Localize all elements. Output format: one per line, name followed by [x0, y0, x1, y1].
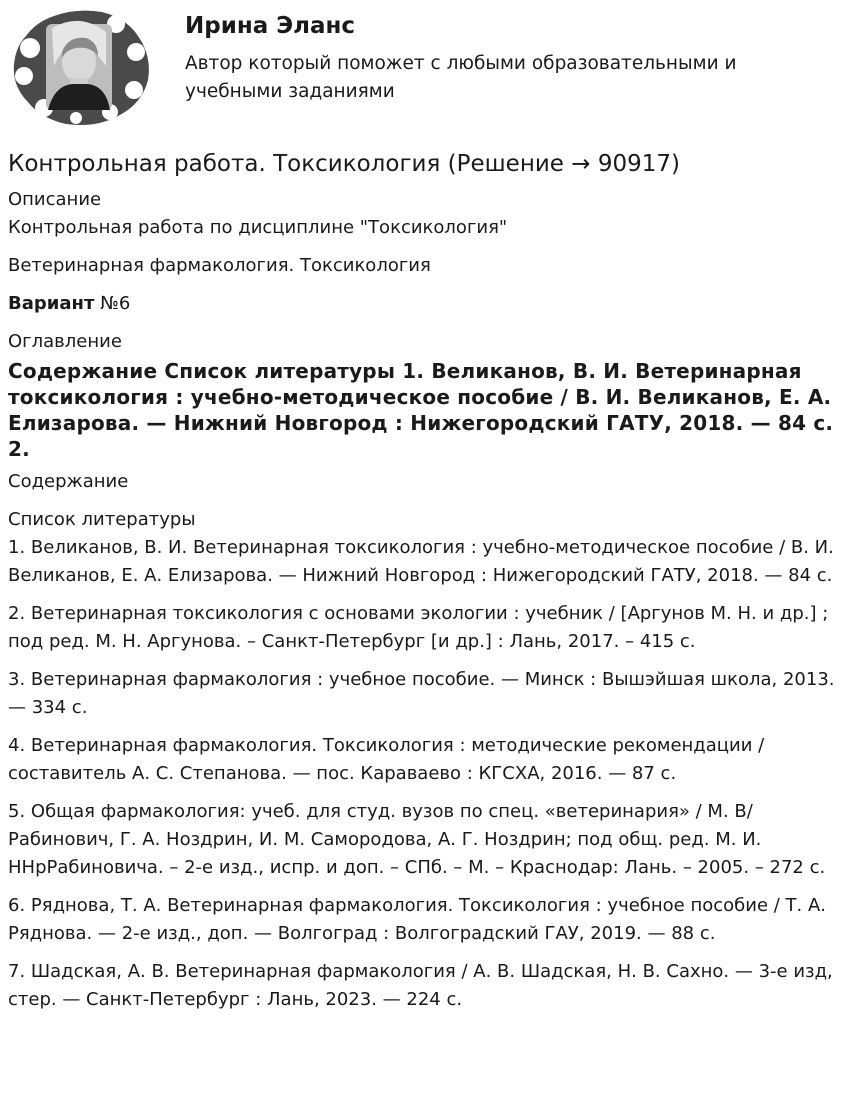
document-title: Контрольная работа. Токсикология (Решение → 90917) [8, 151, 680, 177]
document-content [8, 146, 840, 1014]
variant-line [8, 290, 840, 318]
bibliography-item: 2. Ветеринарная токсикология с основами экологии : учебник / [Аргунов М. Н. и др.] ; под ред. М. Н. Аргунова. – Санкт-Петербург [и др.] : Лань, 2017. – 415 с. [8, 603, 829, 652]
description-label: Описание [8, 189, 102, 210]
bibliography-label: Список литературы [8, 509, 196, 530]
description-line: Контрольная работа по дисциплине "Токсикология" [8, 217, 508, 238]
author-description: Автор который поможет с любыми образовательными и учебными заданиями [185, 53, 737, 102]
bibliography-item: 1. Великанов, В. И. Ветеринарная токсикология : учебно-методическое пособие / В. И. Великанов, Е. А. Елизарова. — Нижний Новгород : Нижегородский ГАТУ, 2018. — 84 с. [8, 537, 834, 586]
bibliography-item: 5. Общая фармакология: учеб. для студ. вузов по спец. «ветеринария» / М. В/ Рабинович, Г. А. Ноздрин, И. М. Самородова, А. Г. Ноздрин; под общ. ред. М. И. ННрРабиновича. – 2-е изд., испр. и доп. – СПб. – М. – Краснодар: Лань. – 2005. – 272 с. [8, 801, 826, 878]
bibliography-item: 3. Ветеринарная фармакология : учебное пособие. — Минск : Вышэйшая школа, 2013. — 334 с. [8, 669, 835, 718]
bibliography-list [8, 534, 840, 1014]
description-line: Ветеринарная фармакология. Токсикология [8, 255, 431, 276]
author-name: Ирина Эланс [185, 13, 356, 39]
contents-label: Содержание [8, 471, 129, 492]
bibliography-item: 4. Ветеринарная фармакология. Токсикология : методические рекомендации / составитель А. С. Степанова. — пос. Караваево : КГСХА, 2016. — 87 с. [8, 735, 765, 784]
bibliography-item: 7. Шадская, А. В. Ветеринарная фармакология / А. В. Шадская, Н. В. Сахно. — 3-е изд, стер. — Санкт-Петербург : Лань, 2023. — 224 с. [8, 961, 833, 1010]
variant-number: №6 [94, 293, 131, 314]
toc-summary: Содержание Список литературы 1. Великанов, В. И. Ветеринарная токсикология : учебно-методическое пособие / В. И. Великанов, Е. А. Елизарова. — Нижний Новгород : Нижегородский ГАТУ, 2018. — 84 с. 2. [8, 359, 834, 461]
toc-label: Оглавление [8, 331, 122, 352]
author-photo [46, 21, 112, 110]
author-header [0, 0, 847, 135]
variant-label: Вариант [8, 293, 95, 314]
bibliography-item: 6. Ряднова, Т. А. Ветеринарная фармакология. Токсикология : учебное пособие / Т. А. Ряднова. — 2-е изд., доп. — Волгоград : Волгоградский ГАУ, 2019. — 88 с. [8, 895, 826, 944]
author-avatar [6, 6, 152, 128]
